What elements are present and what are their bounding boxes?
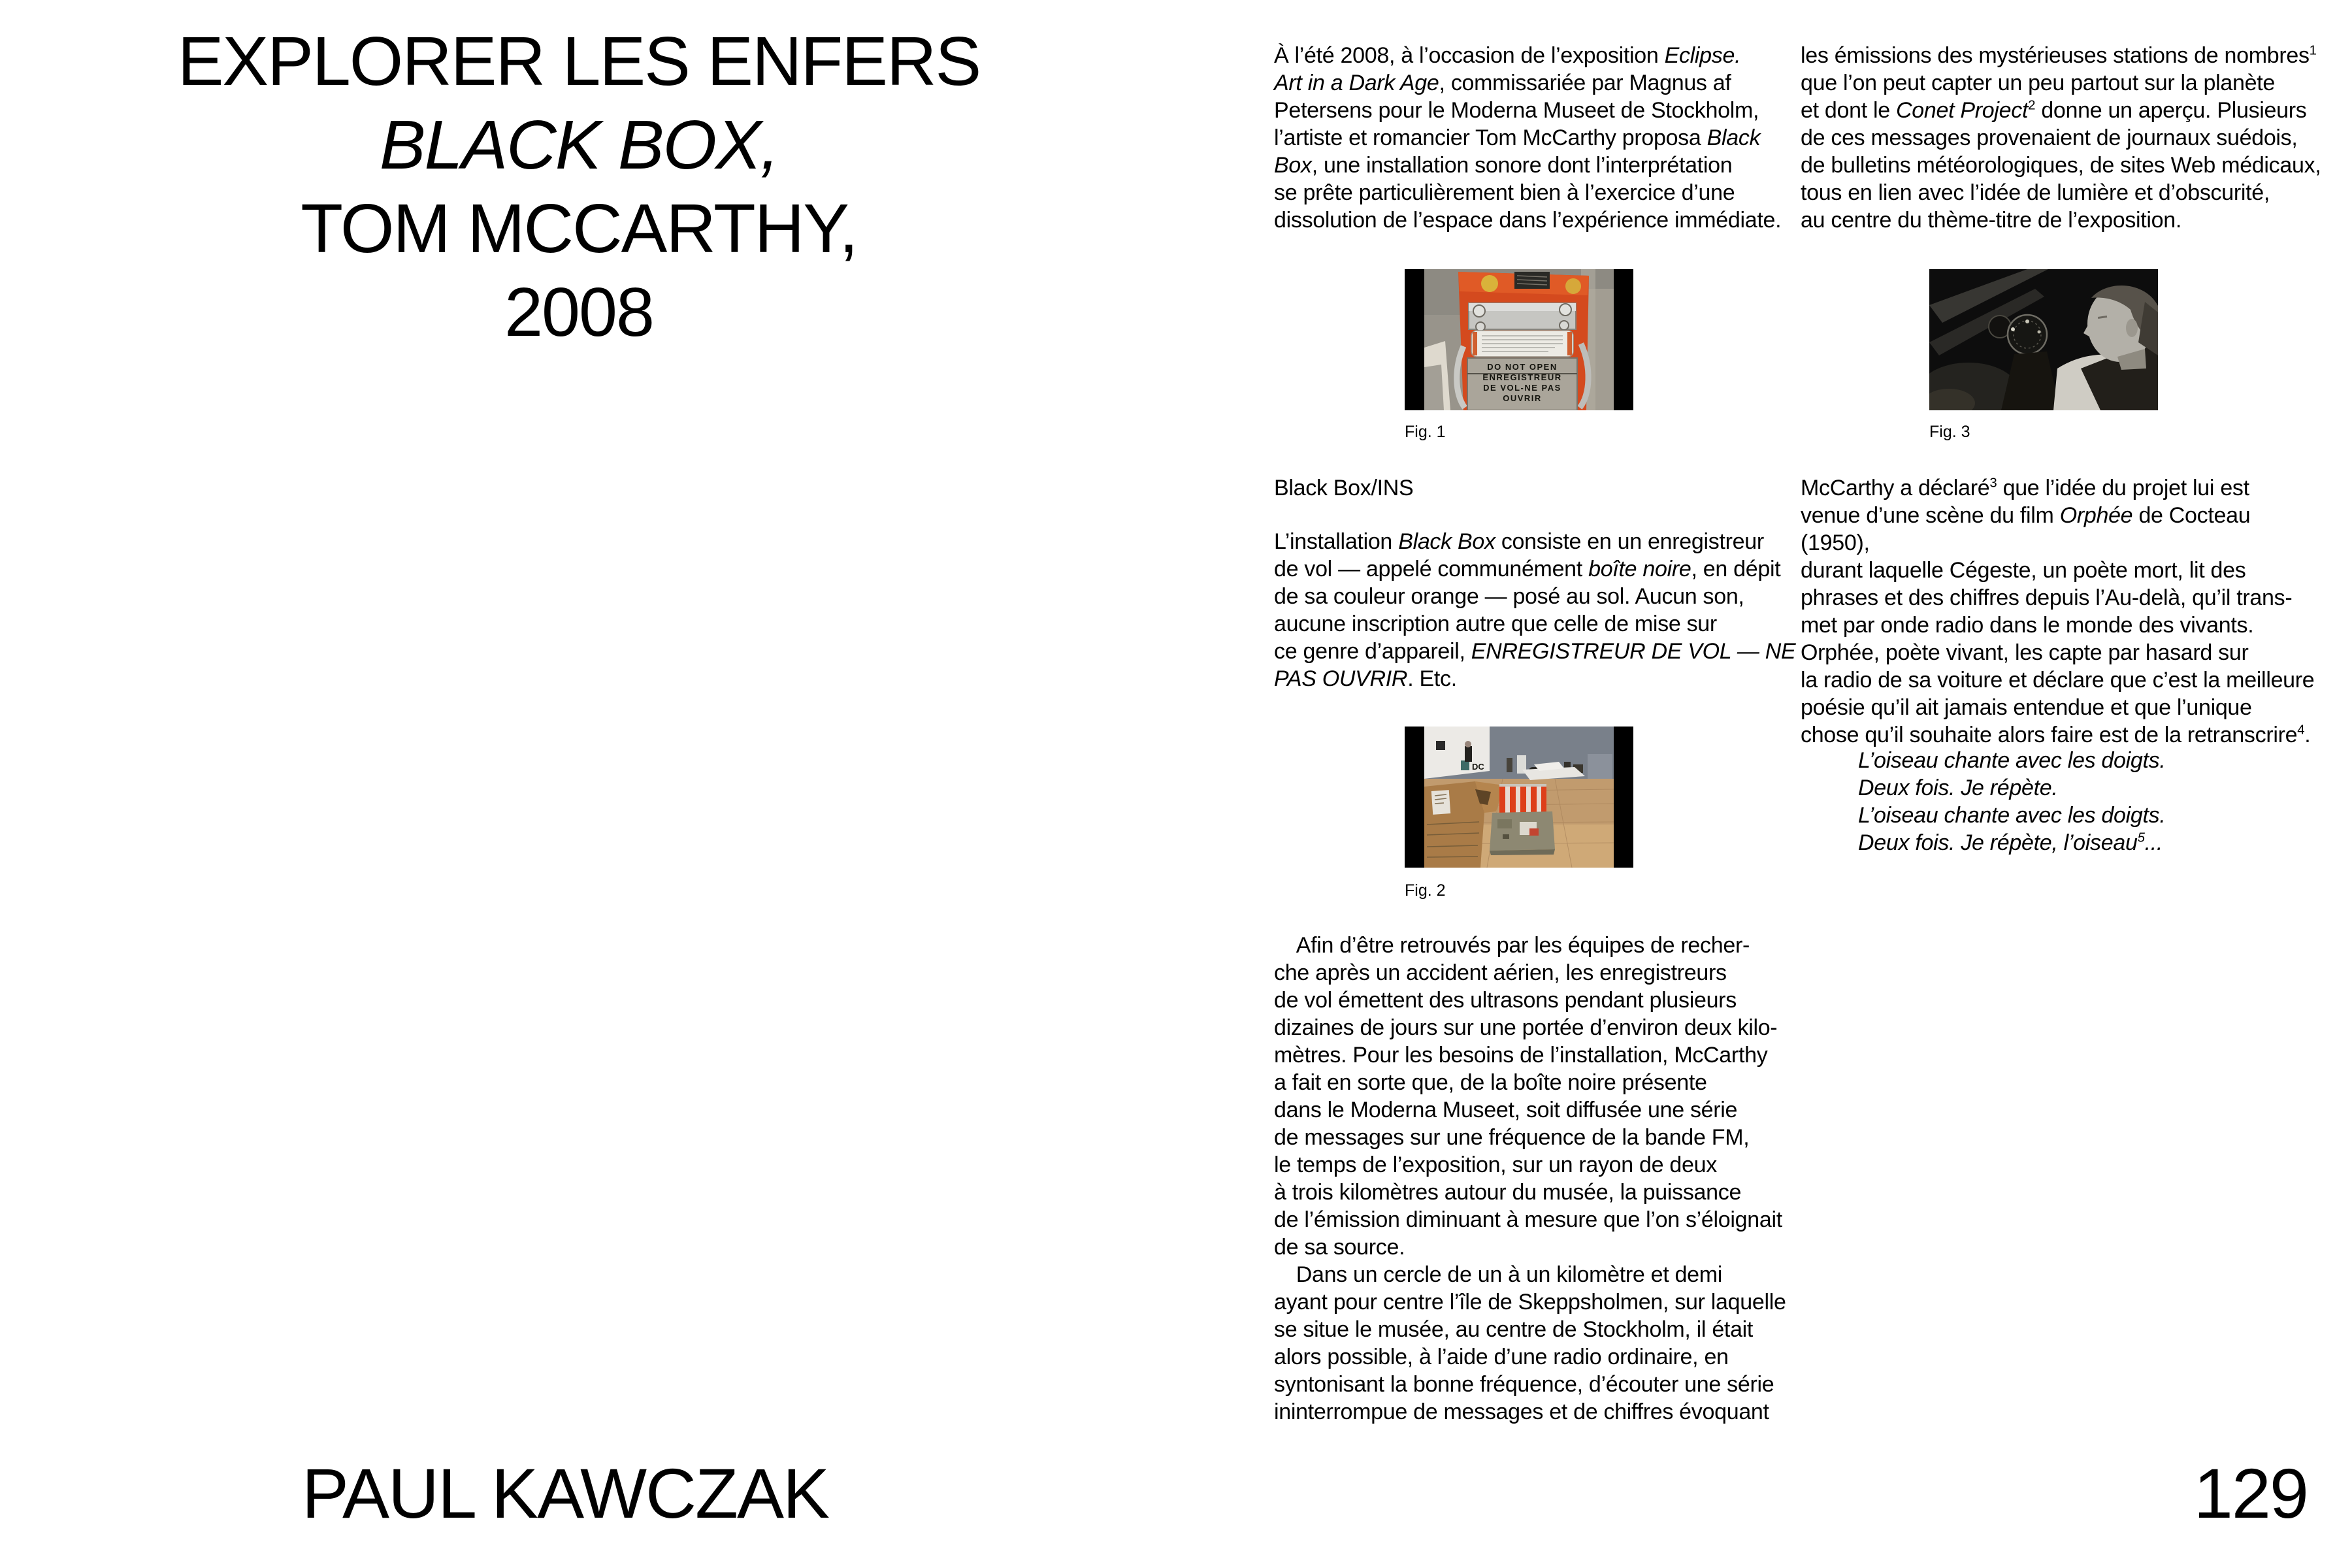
figure-2-photo-gallery [1424, 727, 1614, 868]
figure-3-photo-orphee-film-still [1929, 269, 2158, 410]
figure-1-plate-text: DO NOT OPEN ENREGISTREUR DE VOL-NE PAS OUVRIR [1482, 362, 1562, 403]
figure-3-frame [1929, 269, 2158, 410]
poem-quote: L’oiseau chante avec les doigts. Deux fois. Je répète. L’oiseau chante avec les doigts. Deux fois. Je répète, l’oiseau$^5$... [1858, 748, 2166, 855]
right-paragraph-numbers-stations: les émissions des mystérieuses stations de nombres$^1$ que l’on peut capter un peu partout sur la planète et dont le Conet Project$^2$ donne un aperçu. Plusieurs de ces messages provenaient de journaux suédois, de bulletins météorologiques, de sites Web médicaux, tous en lien avec l’idée de lumière et d’obscurité, au centre du thème-titre de l’exposition. [1801, 43, 2321, 233]
right-paragraph-orphee: McCarthy a déclaré$^3$ que l’idée du projet lui est venue d’une scène du film Orphée de Cocteau (1950), durant laquelle Cégeste, un poète mort, lit des phrases et des chiffres depuis l’Au-delà, qu’il trans- met par onde radio dans le monde des vivants. Orphée, poète vivant, les capte par hasard sur la radio de sa voiture et déclare que c’est la meilleure poésie qu’il ait jamais entendue et que l’unique chose qu’il souhaite alors faire est de la retranscrire$^4$. [1801, 476, 2315, 747]
figure-2-caption: Fig. 2 [1405, 881, 1446, 900]
middle-paragraph-installation: L’installation Black Box consiste en un enregistreur de vol — appelé communément boîte noire, en dépit de sa couleur orange — posé au sol. Aucun son, aucune inscription autre que celle de mise sur ce genre d’appareil, ENREGISTREUR DE VOL — NE PAS OUVRIR. Etc. [1274, 529, 1796, 691]
svg-text:DC: DC [1472, 762, 1484, 772]
article-title: EXPLORER LES ENFERS BLACK BOX, TOM MCCARTHY, 2008 [177, 23, 981, 351]
author-name: PAUL KAWCZAK [301, 1454, 829, 1533]
figure-2-frame [1405, 727, 1633, 868]
figure-1 [1405, 269, 1633, 410]
middle-paragraph-broadcast: Afin d’être retrouvés par les équipes de recher- che après un accident aérien, les enregistreurs de vol émettent des ultrasons pendant plusieurs dizaines de jours sur une portée d’environ deux kilo- mètres. Pour les besoins de l’installation, McCarthy a fait en sorte que, de la boîte noire présente dans le Moderna Museet, soit diffusée une série de messages sur une fréquence de la bande FM, le temps de l’exposition, sur un rayon de deux à trois kilomètres autour du musée, la puissance de l’émission diminuant à mesure que l’on s’éloignait de sa source. Dans un cercle de un à un kilomètre et demi ayant pour centre l’île de Skeppsholmen, sur laquelle se situe le musée, au centre de Stockholm, il était alors possible, à l’aide d’une radio ordinaire, en syntonisant la bonne fréquence, d’écouter une série ininterrompue de messages et de chiffres évoquant [1274, 933, 1786, 1424]
figure-2 [1405, 727, 1633, 868]
section-heading: Black Box/INS [1274, 476, 1414, 500]
figure-3-caption: Fig. 3 [1929, 423, 1970, 441]
page-number: 129 [2193, 1454, 2308, 1533]
figure-1-frame [1405, 269, 1633, 410]
middle-paragraph-intro: À l’été 2008, à l’occasion de l’exposition Eclipse. Art in a Dark Age, commissariée par Magnus af Petersens pour le Moderna Museet de Stockholm, l’artiste et romancier Tom McCarthy proposa Black Box, une installation sonore dont l’interprétation se prête particulièrement bien à l’exercice d’une dissolution de l’espace dans l’expérience immédiate. [1274, 43, 1782, 233]
figure-3 [1929, 269, 2158, 410]
figure-1-caption: Fig. 1 [1405, 423, 1446, 441]
